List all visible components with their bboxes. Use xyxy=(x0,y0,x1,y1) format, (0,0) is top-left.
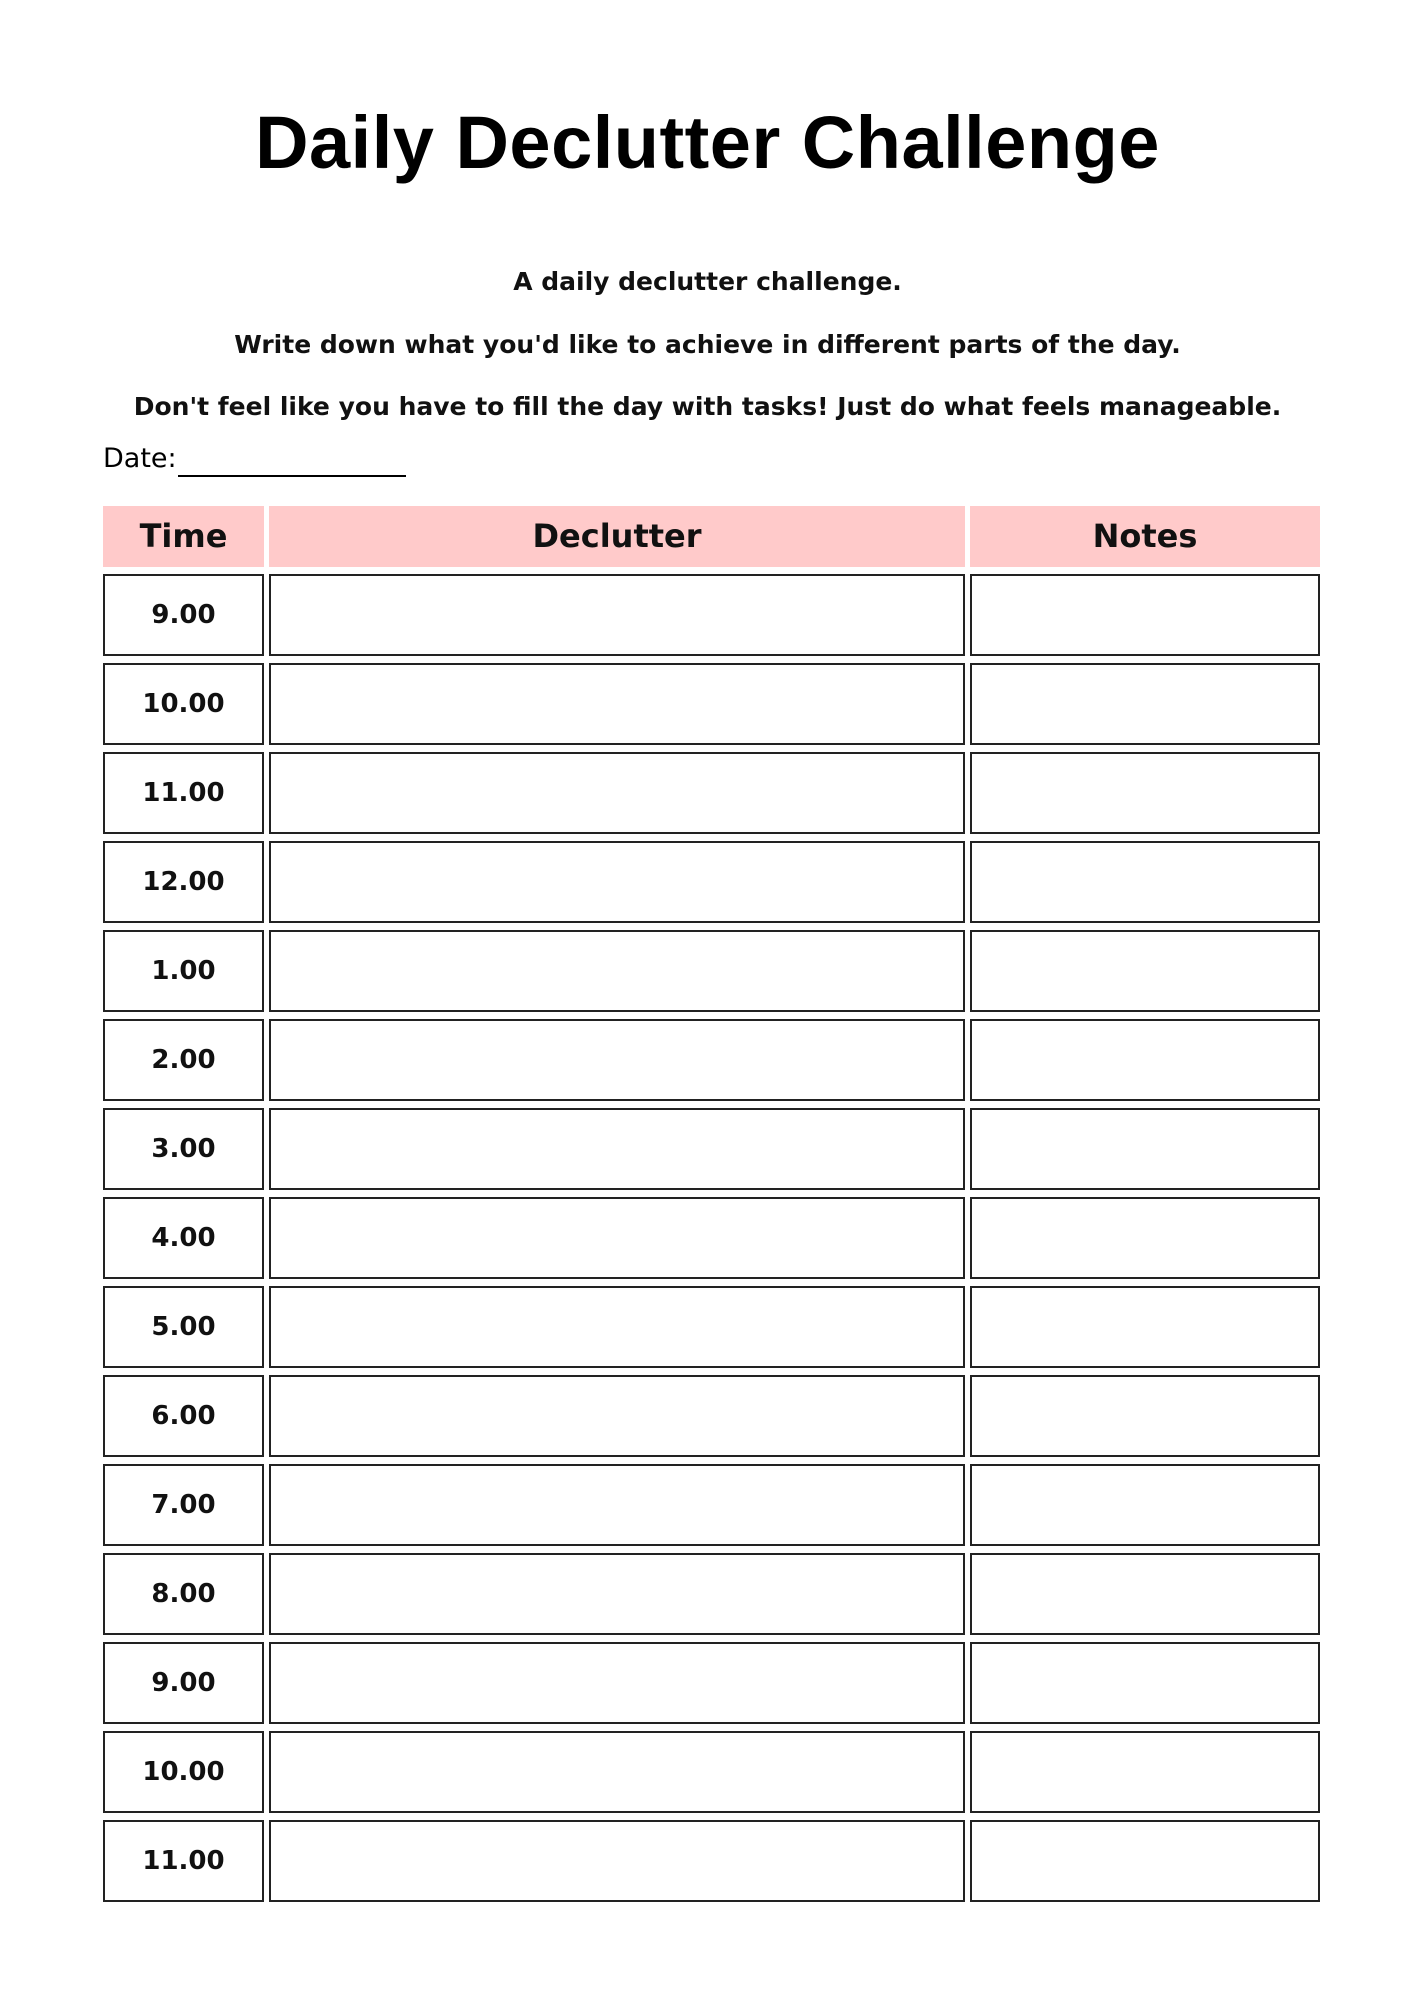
declutter-cell[interactable] xyxy=(269,930,965,1012)
time-cell: 6.00 xyxy=(103,1375,264,1457)
header-time: Time xyxy=(103,506,264,567)
notes-cell[interactable] xyxy=(970,930,1320,1012)
intro-line-1: A daily declutter challenge. xyxy=(513,267,902,296)
notes-cell[interactable] xyxy=(970,1553,1320,1635)
header-notes: Notes xyxy=(970,506,1320,567)
declutter-cell[interactable] xyxy=(269,1197,965,1279)
time-cell: 5.00 xyxy=(103,1286,264,1368)
declutter-cell[interactable] xyxy=(269,1019,965,1101)
declutter-cell[interactable] xyxy=(269,841,965,923)
date-row xyxy=(103,441,406,477)
notes-cell[interactable] xyxy=(970,841,1320,923)
declutter-cell[interactable] xyxy=(269,1731,965,1813)
date-label: Date: xyxy=(103,443,177,474)
declutter-cell[interactable] xyxy=(269,1108,965,1190)
notes-cell[interactable] xyxy=(970,1820,1320,1902)
notes-cell[interactable] xyxy=(970,1464,1320,1546)
declutter-cell[interactable] xyxy=(269,1553,965,1635)
declutter-cell[interactable] xyxy=(269,1642,965,1724)
time-cell: 9.00 xyxy=(103,1642,264,1724)
header-declutter: Declutter xyxy=(269,506,965,567)
time-cell: 4.00 xyxy=(103,1197,264,1279)
notes-cell[interactable] xyxy=(970,1197,1320,1279)
time-cell: 10.00 xyxy=(103,1731,264,1813)
declutter-cell[interactable] xyxy=(269,752,965,834)
time-cell: 8.00 xyxy=(103,1553,264,1635)
time-cell: 12.00 xyxy=(103,841,264,923)
notes-cell[interactable] xyxy=(970,1019,1320,1101)
declutter-cell[interactable] xyxy=(269,1464,965,1546)
notes-cell[interactable] xyxy=(970,663,1320,745)
time-cell: 1.00 xyxy=(103,930,264,1012)
time-cell: 9.00 xyxy=(103,574,264,656)
notes-cell[interactable] xyxy=(970,752,1320,834)
declutter-cell[interactable] xyxy=(269,1286,965,1368)
declutter-cell[interactable] xyxy=(269,1820,965,1902)
time-cell: 3.00 xyxy=(103,1108,264,1190)
time-cell: 11.00 xyxy=(103,1820,264,1902)
time-cell: 2.00 xyxy=(103,1019,264,1101)
intro-line-2: Write down what you'd like to achieve in different parts of the day. xyxy=(234,330,1181,359)
notes-cell[interactable] xyxy=(970,1731,1320,1813)
notes-cell[interactable] xyxy=(970,1642,1320,1724)
declutter-cell[interactable] xyxy=(269,574,965,656)
time-cell: 11.00 xyxy=(103,752,264,834)
declutter-cell[interactable] xyxy=(269,1375,965,1457)
notes-cell[interactable] xyxy=(970,1108,1320,1190)
notes-cell[interactable] xyxy=(970,1286,1320,1368)
notes-cell[interactable] xyxy=(970,1375,1320,1457)
date-field[interactable] xyxy=(178,445,406,477)
notes-cell[interactable] xyxy=(970,574,1320,656)
page-title: Daily Declutter Challenge xyxy=(255,101,1160,184)
time-cell: 7.00 xyxy=(103,1464,264,1546)
time-cell: 10.00 xyxy=(103,663,264,745)
declutter-cell[interactable] xyxy=(269,663,965,745)
intro-line-3: Don't feel like you have to fill the day with tasks! Just do what feels manageable. xyxy=(133,392,1282,421)
